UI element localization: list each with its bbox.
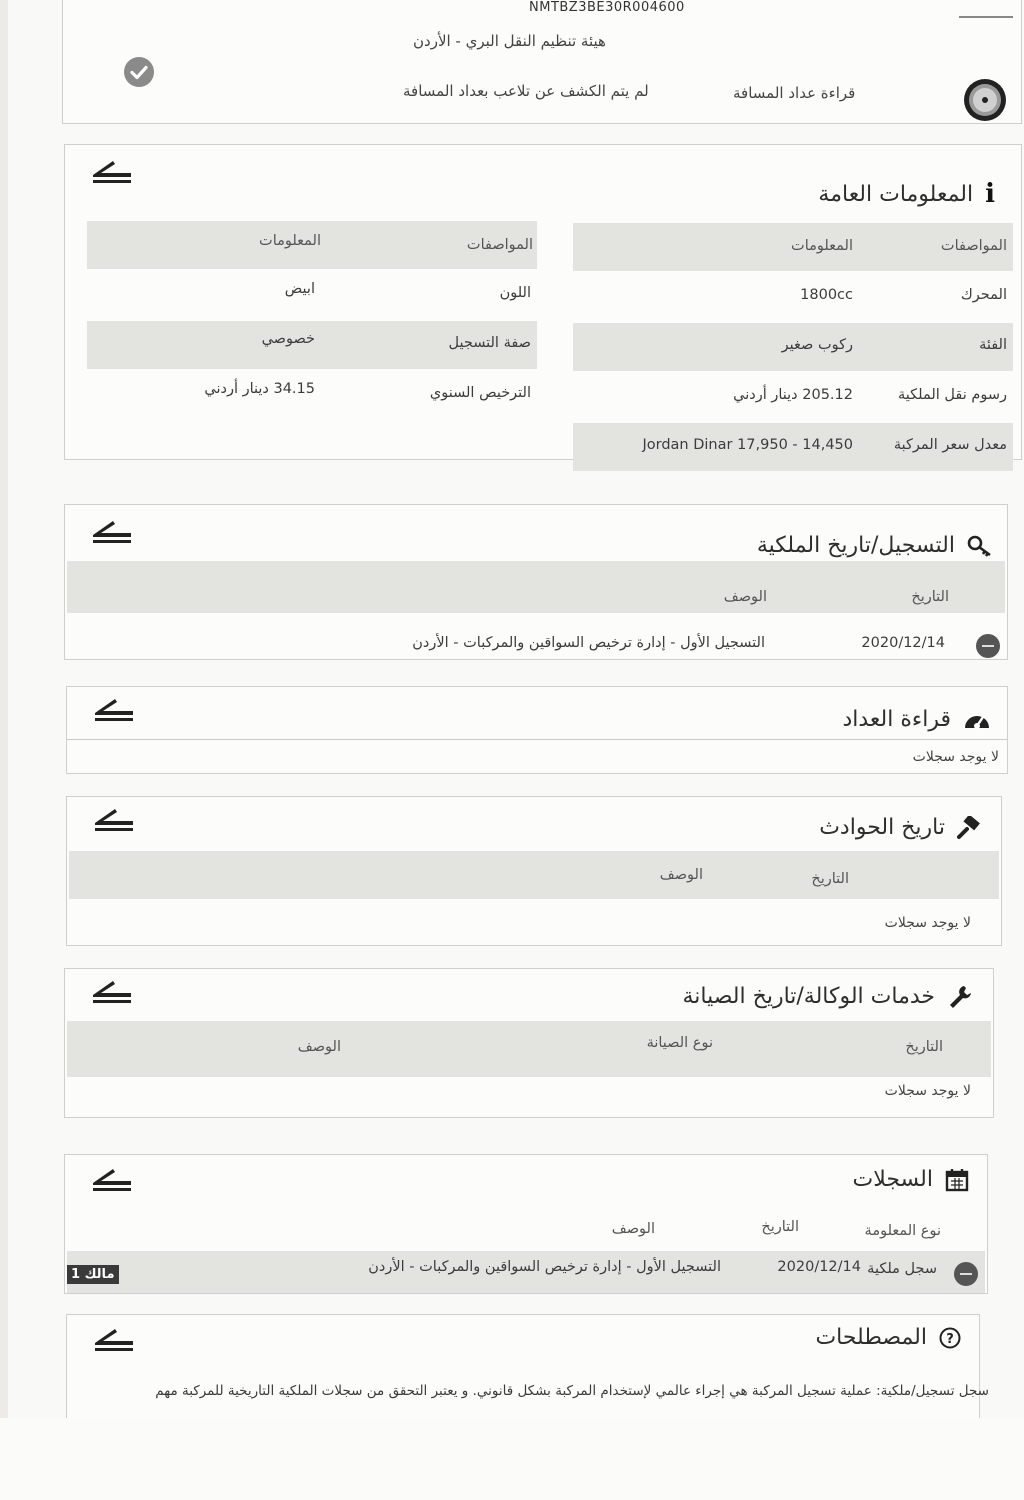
left-table-header: المواصفات المعلومات (87, 221, 537, 269)
record-bullet-icon (953, 1261, 979, 1287)
right-table-header: المواصفات المعلومات (573, 223, 1013, 271)
authority-name: هيئة تنظيم النقل البري - الأردن (413, 32, 606, 50)
section-title-general: i المعلومات العامة (818, 179, 995, 209)
section-title-terms: ? المصطلحات (815, 1325, 961, 1350)
key-icon (967, 534, 993, 558)
terms-card (66, 1314, 989, 1434)
registration-desc: التسجيل الأول - إدارة ترخيص السواقين والمركبات - الأردن (412, 635, 765, 651)
odometer-label: قراءة عداد المسافة (733, 84, 856, 102)
right-table-row: معدل سعر المركبة Jordan Dinar 17,950 - 14,450 (573, 423, 1013, 471)
service-card (64, 968, 994, 1118)
collapse-icon[interactable] (89, 977, 135, 1005)
records-table-row: سجل ملكية 2020/12/14 التسجيل الأول - إدارة ترخيص السواقين والمركبات - الأردن مالك 1 (67, 1251, 985, 1293)
registration-date: 2020/12/14 (861, 635, 945, 651)
odometer-card (66, 686, 1008, 774)
registration-card (64, 504, 1008, 660)
accidents-table-header: التاريخ الوصف (69, 851, 999, 899)
header-divider-line (959, 16, 1013, 18)
right-table-row: رسوم نقل الملكية 205.12 دينار أردني (733, 387, 1007, 403)
section-title-odometer: قراءة العداد (842, 707, 991, 732)
info-icon: i (985, 179, 995, 209)
vin-text: NMTBZ3BE30R004600 (529, 0, 685, 15)
calendar-icon (945, 1168, 969, 1192)
speedometer-icon (963, 708, 991, 732)
collapse-icon[interactable] (91, 695, 137, 723)
section-title-records: السجلات (853, 1167, 969, 1192)
wrench-icon (947, 983, 973, 1009)
odometer-status-text: لم يتم الكشف عن تلاعب بعداد المسافة (403, 82, 649, 100)
general-info-card (64, 144, 1022, 460)
collapse-icon[interactable] (89, 1165, 135, 1193)
section-title-registration: التسجيل/تاريخ الملكية (757, 533, 993, 558)
empty-records-text: لا يوجد سجلات (912, 749, 999, 765)
collapse-icon[interactable] (89, 157, 135, 185)
collapse-icon[interactable] (91, 805, 137, 833)
gavel-icon (957, 816, 983, 840)
empty-records-text: لا يوجد سجلات (884, 1083, 971, 1099)
left-table-row: صفة التسجيل خصوصي (87, 321, 537, 369)
header-card (62, 0, 1022, 124)
left-table-row: اللون ابيض (284, 281, 531, 301)
svg-text:?: ? (946, 1331, 954, 1347)
left-table-row: الترخيص السنوي 34.15 دينار أردني (204, 381, 531, 401)
odometer-disc-icon (963, 78, 1007, 126)
records-card: السجلات نوع المعلومة التاريخ الوصف سجل ملكية 2020/12/14 التسجيل الأول - إدارة ترخيص السواقين والمركبات - الأردن مالك 1 (64, 1154, 988, 1294)
collapse-icon[interactable] (89, 517, 135, 545)
terms-text: سجل تسجيل/ملكية: عملية تسجيل المركبة هي إجراء عالمي لإستخدام المركبة بشكل قانوني. و يعتبر التحقق من سجلات الملكية التاريخية للمركبة مهم (155, 1383, 989, 1399)
service-table-header: التاريخ نوع الصيانة الوصف (67, 1021, 991, 1077)
section-title-service: خدمات الوكالة/تاريخ الصيانة (682, 983, 973, 1009)
owner-badge: مالك 1 (67, 1265, 119, 1284)
collapse-icon[interactable] (91, 1325, 137, 1353)
right-table-row: المحرك 1800cc (800, 287, 1007, 303)
check-circle-icon (123, 56, 155, 92)
empty-records-text: لا يوجد سجلات (884, 915, 971, 931)
accidents-card (66, 796, 1002, 946)
right-table-row: الفئة ركوب صغير (573, 323, 1013, 371)
question-circle-icon (939, 1327, 961, 1349)
record-bullet-icon (975, 633, 1001, 659)
registration-table-header: التاريخ الوصف (67, 561, 1005, 613)
page-bottom-blank (0, 1418, 1024, 1500)
section-title-accidents: تاريخ الحوادث (819, 815, 983, 840)
divider (67, 739, 1007, 740)
